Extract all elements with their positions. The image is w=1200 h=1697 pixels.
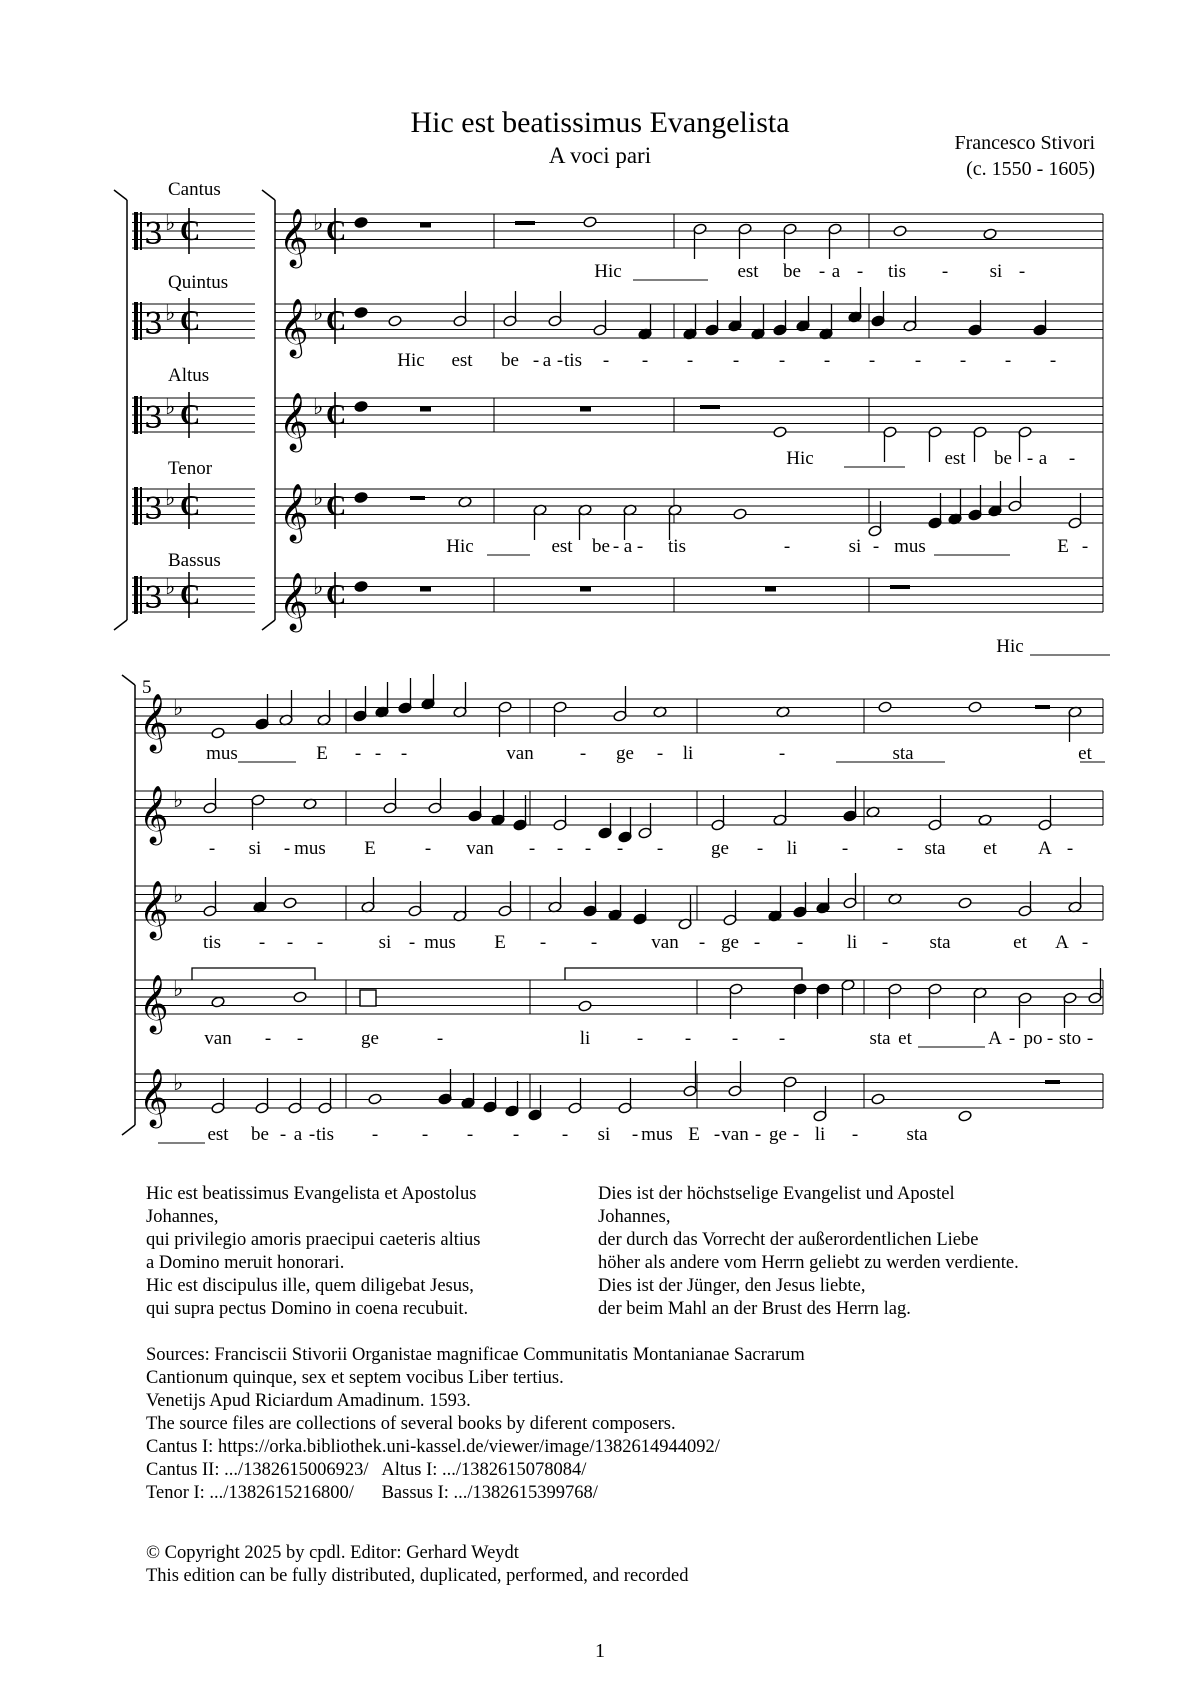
ligature-bracket — [192, 968, 315, 980]
flat-sign-icon: ♭ — [313, 486, 324, 511]
lyric-syllable: be — [592, 536, 610, 557]
lyric-syllable: li — [682, 743, 694, 764]
lyric-syllable: be — [994, 448, 1012, 469]
c-clef-icon — [134, 576, 138, 614]
lyric-syllable: E — [494, 932, 506, 953]
voice-name: Cantus — [168, 179, 221, 200]
g-clef-icon: 𝄞 — [279, 483, 309, 541]
note-head — [368, 1093, 382, 1105]
lyric-syllable: - — [1081, 536, 1089, 557]
note-head — [893, 225, 907, 237]
lyric-syllable: - — [631, 1124, 639, 1145]
lyric-syllable: - — [512, 1124, 520, 1145]
lyric-syllable: Hic — [446, 536, 474, 557]
lyric-syllable: - — [731, 1028, 739, 1049]
lyric-syllable: - — [286, 932, 294, 953]
note-head — [283, 897, 297, 909]
lyric-syllable: - — [612, 536, 620, 557]
lyric-syllable: - — [1018, 261, 1026, 282]
flat-sign-icon: ♭ — [313, 301, 324, 326]
lyric-syllable: - — [1086, 1028, 1094, 1049]
flat-sign-icon: ♭ — [173, 883, 184, 908]
c-clef-icon: 3 — [144, 492, 164, 527]
lyric-syllable: si — [248, 838, 262, 859]
lyric-syllable: tis — [668, 536, 686, 557]
note-head — [211, 727, 225, 739]
lyric-syllable: - — [590, 932, 598, 953]
lyric-syllable: A — [1038, 838, 1052, 859]
lyric-syllable: - — [851, 1124, 859, 1145]
lyric-syllable: a — [1038, 448, 1048, 469]
lyric-syllable: A — [1055, 932, 1069, 953]
lyric-syllable: tis — [203, 932, 221, 953]
lyric-syllable: est — [207, 1124, 229, 1145]
note-head — [983, 228, 997, 240]
lyric-syllable: - — [732, 350, 740, 371]
lyric-syllable: - — [778, 743, 786, 764]
g-clef-icon: 𝄞 — [279, 572, 309, 630]
lyric-syllable: Hic — [397, 350, 425, 371]
c-clef-icon — [134, 212, 138, 250]
latin-line: qui privilegio amoris praecipui caeteris altius — [146, 1230, 481, 1250]
lyric-syllable: - — [823, 350, 831, 371]
note-head — [354, 580, 368, 592]
flat-sign-icon: ♭ — [313, 211, 324, 236]
lyric-syllable: - — [308, 1124, 316, 1145]
lyric-syllable: Hic — [996, 636, 1024, 657]
piece-subtitle: A voci pari — [548, 143, 652, 168]
cut-time-sign: C — [180, 400, 201, 431]
german-line: Dies ist der Jünger, den Jesus liebte, — [598, 1276, 866, 1296]
lyric-syllable: - — [561, 1124, 569, 1145]
lyric-syllable: tis — [888, 261, 906, 282]
flat-sign-icon: ♭ — [173, 977, 184, 1002]
system-bracket — [262, 190, 275, 200]
lyric-syllable: - — [914, 350, 922, 371]
g-clef-icon: 𝄞 — [139, 1068, 169, 1126]
lyric-syllable: van — [506, 743, 534, 764]
note-head — [871, 1093, 885, 1105]
note-head — [354, 216, 368, 228]
cut-time-sign: C — [180, 491, 201, 522]
lyric-syllable: - — [296, 1028, 304, 1049]
lyric-syllable: - — [316, 932, 324, 953]
flat-sign-icon: ♭ — [165, 301, 176, 326]
lyric-syllable: - — [841, 838, 849, 859]
c-clef-icon — [140, 487, 142, 525]
german-line: Johannes, — [598, 1207, 671, 1227]
lyric-syllable: - — [881, 932, 889, 953]
lyric-syllable: ge — [721, 932, 739, 953]
note-head — [958, 897, 972, 909]
lyric-syllable: - — [424, 838, 432, 859]
measure-number: 5 — [142, 677, 152, 698]
note-head — [354, 491, 368, 503]
note-head — [578, 1000, 592, 1012]
rest — [420, 407, 431, 412]
note-head — [773, 426, 787, 438]
c-clef-icon — [140, 576, 142, 614]
license-line: This edition can be fully distributed, duplicated, performed, and recorded — [146, 1566, 689, 1586]
lyric-syllable: - — [283, 838, 291, 859]
lyric-syllable: - — [796, 932, 804, 953]
lyric-syllable: sta — [869, 1028, 891, 1049]
lyric-syllable: - — [684, 1028, 692, 1049]
rest — [580, 407, 591, 412]
latin-text — [146, 1183, 480, 1321]
lyric-syllable: - — [959, 350, 967, 371]
lyric-syllable: - — [941, 261, 949, 282]
lyric-syllable: - — [264, 1028, 272, 1049]
g-clef-icon: 𝄞 — [279, 208, 309, 266]
lyric-syllable: po — [1023, 1028, 1043, 1049]
lyric-syllable: be — [501, 350, 519, 371]
lyric-syllable: sta — [906, 1124, 928, 1145]
lyric-syllable: E — [1057, 536, 1069, 557]
lyric-syllable: - — [868, 350, 876, 371]
cut-time-sign: C — [326, 491, 347, 522]
source-line: Cantus II: .../1382615006923/ Altus I: .../1382615078084/ — [146, 1460, 587, 1480]
lyric-syllable: E — [364, 838, 376, 859]
copyright-line: © Copyright 2025 by cpdl. Editor: Gerhard Weydt — [146, 1543, 519, 1563]
german-translation — [598, 1183, 1019, 1321]
lyric-syllable: sta — [929, 932, 951, 953]
cut-time-sign: C — [180, 580, 201, 611]
lyric-syllable: - — [466, 1124, 474, 1145]
lyric-syllable: a — [623, 536, 633, 557]
lyric-syllable: - — [602, 350, 610, 371]
lyric-syllable: sta — [924, 838, 946, 859]
lyric-syllable: - — [1066, 838, 1074, 859]
voice-name: Quintus — [168, 272, 229, 293]
lyric-syllable: - — [896, 838, 904, 859]
lyric-syllable: - — [1008, 1028, 1016, 1049]
note-head — [878, 701, 892, 713]
lyric-syllable: sto — [1058, 1028, 1082, 1049]
lyric-syllable: ge — [361, 1028, 379, 1049]
lyric-syllable: - — [279, 1124, 287, 1145]
lyric-syllable: a — [542, 350, 552, 371]
c-clef-icon: 3 — [144, 217, 164, 252]
flat-sign-icon: ♭ — [173, 696, 184, 721]
lyric-syllable: - — [641, 350, 649, 371]
c-clef-icon — [134, 396, 138, 434]
lyric-syllable: tis — [564, 350, 582, 371]
source-line: Cantus I: https://orka.bibliothek.uni-kassel.de/viewer/image/1382614944092/ — [146, 1437, 720, 1457]
lyric-syllable: et — [1078, 743, 1092, 764]
lyric-syllable: et — [898, 1028, 912, 1049]
c-clef-icon — [134, 302, 138, 340]
lyric-syllable: si — [597, 1124, 611, 1145]
lyric-syllable: ge — [616, 743, 634, 764]
lyric-syllable: - — [1004, 350, 1012, 371]
rest — [580, 587, 591, 592]
note-head — [958, 1110, 972, 1122]
c-clef-icon: 3 — [144, 401, 164, 436]
flat-sign-icon: ♭ — [313, 395, 324, 420]
lyric-syllable: si — [848, 536, 862, 557]
rest — [765, 587, 776, 592]
lyric-syllable: - — [713, 1124, 721, 1145]
lyric-syllable: li — [579, 1028, 591, 1049]
lyric-syllable: van — [721, 1124, 749, 1145]
lyric-syllable: est — [737, 261, 759, 282]
lyric-syllable: si — [989, 261, 1003, 282]
flat-sign-icon: ♭ — [165, 211, 176, 236]
cut-time-sign: C — [180, 216, 201, 247]
cut-time-sign: C — [326, 216, 347, 247]
german-line: der durch das Vorrecht der außerordentlichen Liebe — [598, 1230, 979, 1250]
sources-block — [146, 1344, 805, 1505]
g-clef-icon: 𝄞 — [279, 298, 309, 356]
lyric-syllable: - — [1049, 350, 1057, 371]
lyric-syllable: li — [786, 838, 798, 859]
c-clef-icon: 3 — [144, 307, 164, 342]
note-head — [211, 996, 225, 1008]
voice-name: Altus — [168, 365, 210, 386]
lyric-syllable: - — [579, 743, 587, 764]
g-clef-icon: 𝄞 — [139, 785, 169, 843]
lyric-syllable: - — [208, 838, 216, 859]
lyric-syllable: - — [872, 536, 880, 557]
lyric-syllable: - — [258, 932, 266, 953]
lyric-syllable: E — [316, 743, 328, 764]
lyric-syllable: - — [1068, 448, 1076, 469]
lyric-syllable: tis — [316, 1124, 334, 1145]
note-head — [978, 814, 992, 826]
lyric-syllable: - — [584, 838, 592, 859]
composer-name: Francesco Stivori — [954, 132, 1095, 154]
lyric-syllable: - — [421, 1124, 429, 1145]
flat-sign-icon: ♭ — [173, 1071, 184, 1096]
breve-note — [360, 990, 376, 1006]
lyric-syllable: - — [856, 261, 864, 282]
lyric-syllable: - — [754, 1124, 762, 1145]
lyric-syllable: van — [651, 932, 679, 953]
c-clef-icon — [140, 302, 142, 340]
lyric-syllable: - — [556, 838, 564, 859]
system-bracket — [122, 675, 135, 685]
page-number: 1 — [595, 1640, 605, 1662]
g-clef-icon: 𝄞 — [139, 974, 169, 1032]
german-line: höher als andere vom Herrn geliebt zu werden verdiente. — [598, 1253, 1019, 1273]
piece-title: Hic est beatissimus Evangelista — [410, 106, 790, 139]
lyric-syllable: Hic — [786, 448, 814, 469]
system-bracket — [114, 190, 127, 200]
c-clef-icon: 3 — [144, 581, 164, 616]
lyric-syllable: E — [688, 1124, 700, 1145]
note-head — [968, 701, 982, 713]
voice-name: Bassus — [168, 550, 221, 571]
lyric-syllable: - — [636, 1028, 644, 1049]
note-head — [354, 400, 368, 412]
cut-time-sign: C — [180, 306, 201, 337]
lyric-syllable: - — [400, 743, 408, 764]
lyric-syllable: mus — [424, 932, 456, 953]
latin-line: Hic est discipulus ille, quem diligebat Jesus, — [146, 1276, 474, 1296]
lyric-syllable: - — [686, 350, 694, 371]
lyric-syllable: - — [408, 932, 416, 953]
lyric-syllable: mus — [894, 536, 926, 557]
latin-line: qui supra pectus Domino in coena recubuit. — [146, 1299, 469, 1319]
cut-time-sign: C — [326, 400, 347, 431]
copyright-block — [146, 1542, 689, 1588]
lyric-syllable: - — [778, 350, 786, 371]
lyric-syllable: - — [528, 838, 536, 859]
flat-sign-icon: ♭ — [173, 788, 184, 813]
lyric-syllable: est — [944, 448, 966, 469]
lyric-syllable: - — [636, 536, 644, 557]
c-clef-icon — [140, 212, 142, 250]
lyric-syllable: - — [436, 1028, 444, 1049]
german-line: der beim Mahl an der Brust des Herrn lag. — [598, 1299, 911, 1319]
lyric-syllable: A — [988, 1028, 1002, 1049]
lyric-syllable: a — [831, 261, 841, 282]
g-clef-icon: 𝄞 — [139, 880, 169, 938]
flat-sign-icon: ♭ — [313, 575, 324, 600]
german-line: Dies ist der höchstselige Evangelist und Apostel — [598, 1184, 955, 1204]
lyric-syllable: ge — [769, 1124, 787, 1145]
note-head — [354, 306, 368, 318]
source-line: Cantionum quinque, sex et septem vocibus Liber tertius. — [146, 1368, 564, 1388]
note-head — [293, 991, 307, 1003]
lyric-syllable: a — [293, 1124, 303, 1145]
rest — [420, 587, 431, 592]
lyric-syllable: - — [656, 743, 664, 764]
lyric-syllable: sta — [892, 743, 914, 764]
flat-sign-icon: ♭ — [165, 486, 176, 511]
flat-sign-icon: ♭ — [165, 575, 176, 600]
lyric-syllable: Hic — [594, 261, 622, 282]
lyric-syllable: - — [1046, 1028, 1054, 1049]
c-clef-icon — [134, 487, 138, 525]
lyric-syllable: et — [983, 838, 997, 859]
lyric-syllable: - — [756, 838, 764, 859]
lyric-syllable: - — [539, 932, 547, 953]
lyric-syllable: mus — [206, 743, 238, 764]
lyric-syllable: et — [1013, 932, 1027, 953]
cut-time-sign: C — [326, 580, 347, 611]
lyric-syllable: - — [698, 932, 706, 953]
lyric-syllable: van — [466, 838, 494, 859]
lyric-syllable: est — [551, 536, 573, 557]
lyric-syllable: - — [371, 1124, 379, 1145]
lyric-syllable: si — [378, 932, 392, 953]
system-bracket — [114, 620, 127, 630]
lyric-syllable: est — [451, 350, 473, 371]
composer-dates: (c. 1550 - 1605) — [966, 158, 1095, 180]
voice-name: Tenor — [168, 458, 213, 479]
lyric-syllable: - — [818, 261, 826, 282]
note-head — [388, 315, 402, 327]
lyric-syllable: - — [374, 743, 382, 764]
lyric-syllable: - — [532, 350, 540, 371]
lyric-syllable: - — [783, 536, 791, 557]
g-clef-icon: 𝄞 — [279, 392, 309, 450]
lyric-syllable: - — [792, 1124, 800, 1145]
latin-line: Johannes, — [146, 1207, 219, 1227]
system-bracket — [122, 1125, 135, 1135]
source-line: The source files are collections of several books by diferent composers. — [146, 1414, 676, 1434]
lyric-syllable: - — [1026, 448, 1034, 469]
lyric-syllable: - — [556, 350, 564, 371]
lyric-syllable: mus — [641, 1124, 673, 1145]
cut-time-sign: C — [326, 306, 347, 337]
latin-line: a Domino meruit honorari. — [146, 1253, 345, 1273]
source-line: Venetijs Apud Riciardum Amadinum. 1593. — [146, 1391, 471, 1411]
lyric-syllable: be — [251, 1124, 269, 1145]
source-line: Tenor I: .../1382615216800/ Bassus I: .../1382615399768/ — [146, 1483, 598, 1503]
lyric-syllable: van — [204, 1028, 232, 1049]
lyric-syllable: mus — [294, 838, 326, 859]
system-bracket — [262, 620, 275, 630]
source-line: Sources: Franciscii Stivorii Organistae magnificae Communitatis Montanianae Sacrarum — [146, 1345, 805, 1365]
lyric-syllable: - — [753, 932, 761, 953]
lyric-syllable: be — [783, 261, 801, 282]
lyric-syllable: - — [778, 1028, 786, 1049]
lyric-syllable: li — [814, 1124, 826, 1145]
lyric-syllable: - — [354, 743, 362, 764]
note-head — [583, 216, 597, 228]
lyric-syllable: - — [616, 838, 624, 859]
note-head — [733, 508, 747, 520]
ligature-bracket — [565, 968, 802, 980]
lyric-syllable: - — [656, 838, 664, 859]
g-clef-icon: 𝄞 — [139, 693, 169, 751]
c-clef-icon — [140, 396, 142, 434]
flat-sign-icon: ♭ — [165, 395, 176, 420]
lyric-syllable: li — [846, 932, 858, 953]
latin-line: Hic est beatissimus Evangelista et Apostolus — [146, 1184, 477, 1204]
rest — [420, 223, 431, 228]
lyric-syllable: - — [1081, 932, 1089, 953]
lyric-syllable: ge — [711, 838, 729, 859]
